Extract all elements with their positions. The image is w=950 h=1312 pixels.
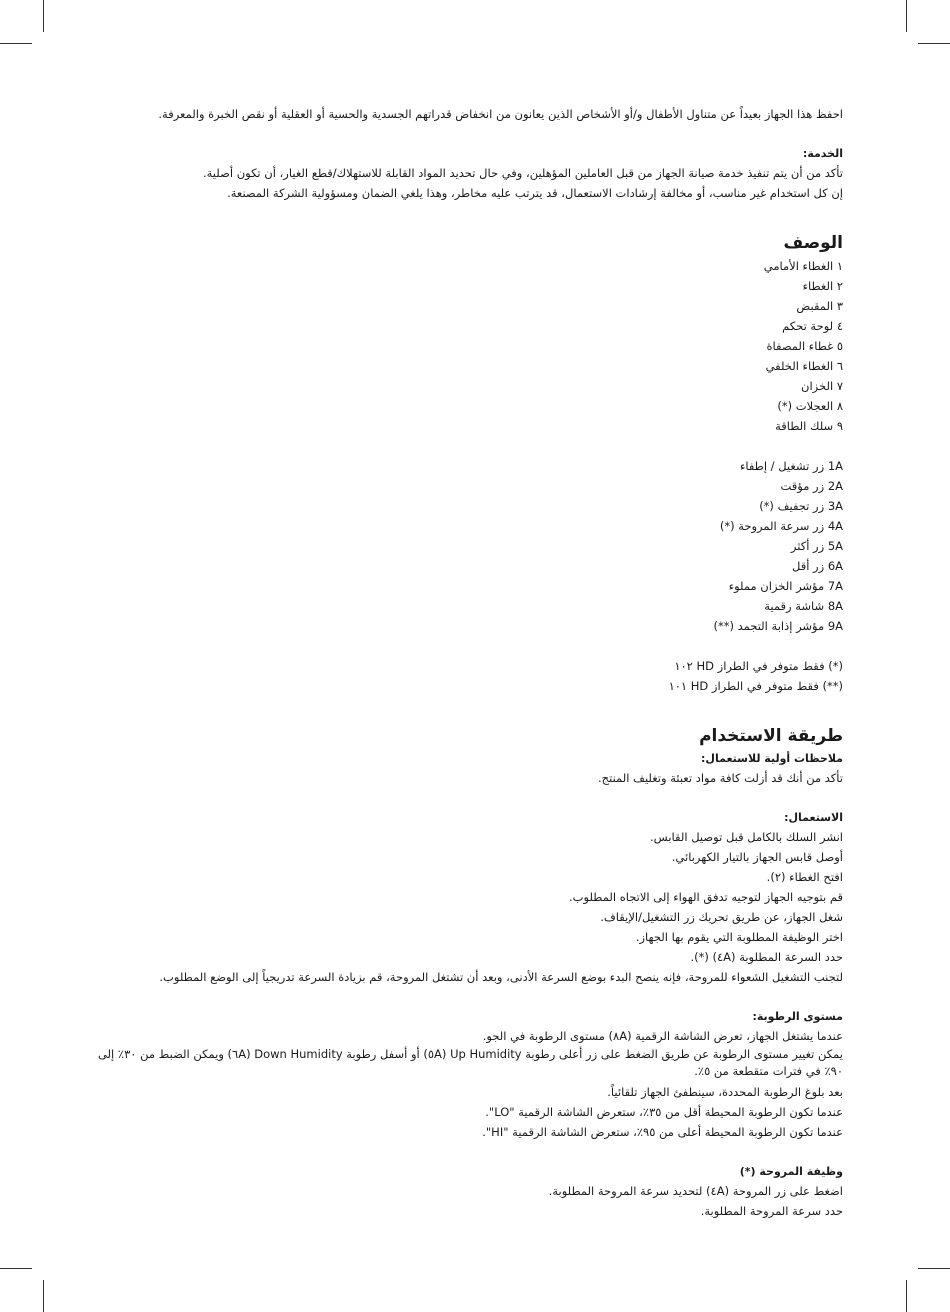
- fan-line: حدد سرعة المروحة المطلوبة.: [700, 1204, 843, 1218]
- control-item: 7A مؤشر الخزان مملوء: [728, 579, 843, 593]
- part-item: ١ الغطاء الأمامي: [763, 259, 843, 273]
- preliminary-title: ملاحظات أولية للاستعمال:: [701, 752, 843, 765]
- control-item: 5A زر أكثر: [790, 539, 843, 553]
- service-line: تأكد من أن يتم تنفيذ خدمة صيانة الجهاز من قبل العاملين المؤهلين، وفي حال تحديد المواد القابلة للاستهلاك/قطع الغيار، أن تكون أصلية.: [202, 166, 843, 180]
- operation-step: شغل الجهاز، عن طريق تحريك زر التشغيل/الإيقاف.: [600, 910, 843, 924]
- part-item: ٨ العجلات (*): [777, 399, 843, 413]
- model-note: (*) فقط متوفر في الطراز HD ١٠٢: [674, 659, 843, 673]
- humidity-line: بعد بلوغ الرطوبة المحددة، سينطفئ الجهاز تلقائياً.: [607, 1085, 843, 1099]
- control-item: 6A زر أقل: [791, 559, 843, 573]
- humidity-line: عندما يشتغل الجهاز، تعرض الشاشة الرقمية (٨A) مستوى الرطوبة في الجو.: [482, 1029, 843, 1043]
- operation-step: انشر السلك بالكامل قبل توصيل القابس.: [650, 830, 843, 844]
- document-body: [95, 104, 843, 1221]
- fan-title: وظيفة المروحة (*): [739, 1165, 843, 1178]
- crop-mark: [918, 43, 950, 44]
- part-item: ٩ سلك الطاقة: [775, 419, 843, 433]
- part-item: ٦ الغطاء الخلفي: [765, 359, 843, 373]
- operation-step: افتح الغطاء (٢).: [766, 870, 843, 884]
- operation-step: حدد السرعة المطلوبة (٤A) (*).: [690, 950, 843, 964]
- crop-mark: [0, 43, 32, 44]
- description-section: [95, 230, 843, 696]
- crop-mark: [43, 1280, 44, 1312]
- control-item: 4A زر سرعة المروحة (*): [719, 519, 843, 533]
- description-title: الوصف: [783, 233, 843, 253]
- crop-mark: [43, 0, 44, 32]
- crop-mark: [0, 1268, 32, 1269]
- operation-step: قم بتوجيه الجهاز لتوجيه تدفق الهواء إلى الاتجاه المطلوب.: [569, 890, 843, 904]
- crop-mark: [918, 1268, 950, 1269]
- part-item: ٧ الخزان: [801, 379, 843, 393]
- model-note: (**) فقط متوفر في الطراز HD ١٠١: [668, 679, 843, 693]
- fan-line: اضغط على زر المروحة (٤A) لتحديد سرعة المروحة المطلوبة.: [548, 1184, 843, 1198]
- control-item: 1A زر تشغيل / إطفاء: [739, 459, 843, 473]
- part-item: ٥ غطاء المصفاة: [766, 339, 843, 353]
- part-item: ٤ لوحة تحكم: [782, 319, 843, 333]
- operation-step: اختر الوظيفة المطلوبة التي يقوم بها الجهاز.: [635, 930, 843, 944]
- control-item: 2A زر مؤقت: [780, 479, 843, 493]
- humidity-line: عندما تكون الرطوبة المحيطة أعلى من ٩٥٪، ستعرض الشاشة الرقمية "HI".: [482, 1125, 843, 1139]
- crop-mark: [906, 1280, 907, 1312]
- usage-section: [95, 723, 843, 1221]
- operation-step: لتجنب التشغيل الشعواء للمروحة، فإنه ينصح البدء بوضع السرعة الأدنى، وبعد أن تشتغل المروحة، قم بزيادة السرعة تدريجياً إلى الوضع المطلوب.: [159, 970, 843, 984]
- humidity-line: يمكن تغيير مستوى الرطوبة عن طريق الضغط على زر أعلى رطوبة Up Humidity (٥A) أو أسفل رطوبة Down Humidity (٦A) ويمكن الضبط من ٣٠٪ إلى ٩٠٪ في فترات متقطعة من ٥٪.: [97, 1047, 843, 1078]
- service-line: إن كل استخدام غير مناسب، أو مخالفة إرشادات الاستعمال، قد يترتب عليه مخاطر، وهذا يلغي الضمان ومسؤولية الشركة المصنعة.: [227, 186, 843, 200]
- control-item: 9A مؤشر إذابة التجمد (**): [713, 619, 843, 633]
- usage-title: طريقة الاستخدام: [699, 726, 843, 746]
- control-item: 8A شاشة رقمية: [764, 599, 843, 613]
- humidity-line: عندما تكون الرطوبة المحيطة أقل من ٣٥٪، ستعرض الشاشة الرقمية "LO".: [485, 1105, 843, 1119]
- part-item: ٢ الغطاء: [802, 279, 843, 293]
- preliminary-line: تأكد من أنك قد أزلت كافة مواد تعبئة وتغليف المنتج.: [598, 771, 843, 785]
- operation-title: الاستعمال:: [784, 811, 843, 824]
- service-section: [95, 144, 843, 203]
- service-title: الخدمة:: [802, 147, 843, 160]
- intro-text: احفظ هذا الجهاز بعيداً عن متناول الأطفال و/أو الأشخاص الذين يعانون من انخفاض قدراتهم الجسدية والحسية أو العقلية أو نقص الخبرة والمعرفة.: [158, 107, 843, 121]
- control-item: 3A زر تجفيف (*): [759, 499, 843, 513]
- humidity-title: مستوى الرطوبة:: [752, 1010, 843, 1023]
- operation-step: أوصل قابس الجهاز بالتيار الكهربائي.: [671, 850, 843, 864]
- part-item: ٣ المقبض: [796, 299, 843, 313]
- crop-mark: [906, 0, 907, 32]
